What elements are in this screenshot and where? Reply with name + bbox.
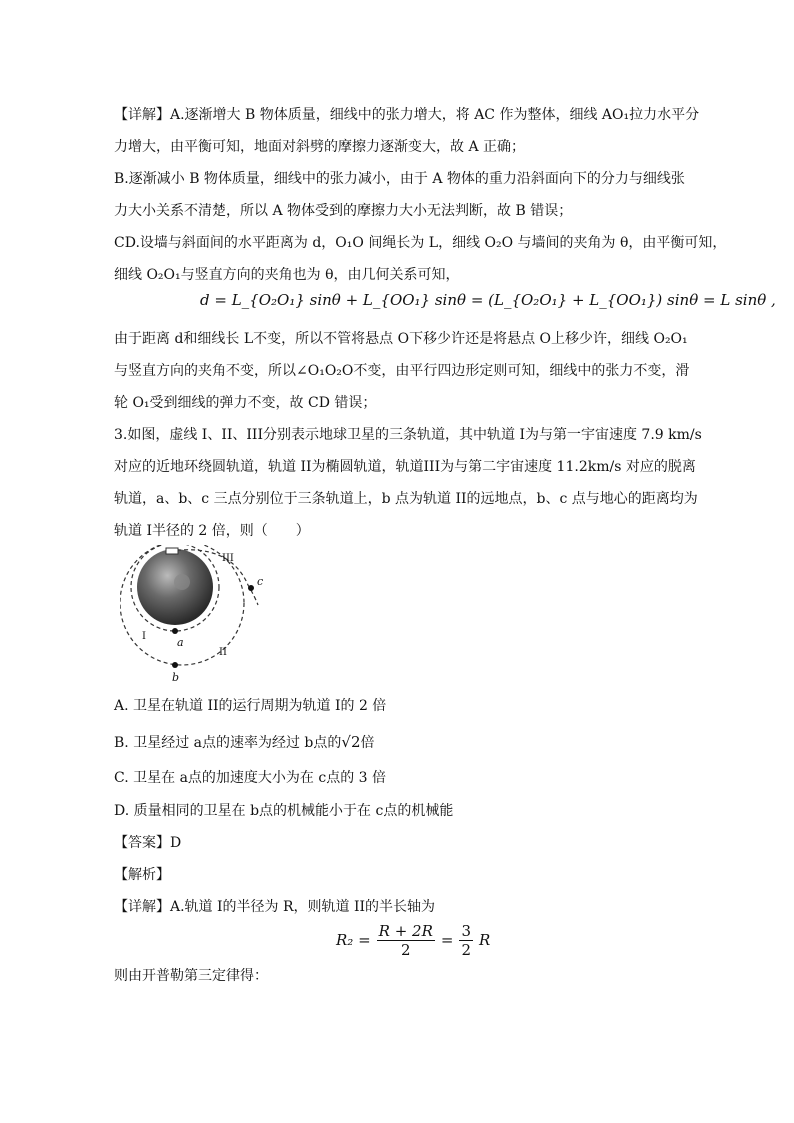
formula-r2-lhs: R₂ = — [336, 931, 371, 949]
detail-cd-line2: 细线 O₂O₁与竖直方向的夹角也为 θ，由几何关系可知， — [114, 267, 460, 283]
orbit-figure — [120, 545, 270, 685]
point-b — [172, 662, 178, 668]
formula-distance: d = L_{O₂O₁} sinθ + L_{OO₁} sinθ = (L_{O₂O₁} + L_{OO₁}) sinθ = L sinθ , — [200, 291, 776, 309]
detail-a-line2: 力增大，由平衡可知，地面对斜劈的摩擦力逐渐变大，故 A 正确； — [114, 139, 526, 155]
option-b-suffix: 倍 — [360, 735, 375, 751]
detail-cd-line3: 由于距离 d和细线长 L不变，所以不管将悬点 O下移少许还是将悬点 O上移少许，细线 O₂O₁ — [114, 331, 688, 347]
formula-r2-fraction2 — [459, 922, 473, 959]
option-d: D. 质量相同的卫星在 b点的机械能小于在 c点的机械能 — [114, 803, 454, 819]
question3-line4: 轨道 I半径的 2 倍，则（ ） — [114, 523, 310, 539]
option-a: A. 卫星在轨道 II的运行周期为轨道 I的 2 倍 — [114, 698, 387, 714]
detail-b-line1: B.逐渐减小 B 物体质量，细线中的张力减小，由于 A 物体的重力沿斜面向下的分力与细线张 — [114, 171, 685, 187]
formula-r2-equals: = — [440, 931, 454, 949]
earth-globe — [137, 549, 213, 625]
detail-cd-line1: CD.设墙与斜面间的水平距离为 d，O₁O 间绳长为 L，细线 O₂O 与墙间的夹角为 θ，由平衡可知， — [114, 235, 727, 251]
answer: 【答案】D — [114, 835, 182, 851]
formula-r2-frac-num: 3 — [461, 921, 472, 940]
option-c: C. 卫星在 a点的加速度大小为在 c点的 3 倍 — [114, 770, 387, 786]
earth-highlight — [174, 574, 190, 590]
label-b: b — [172, 671, 180, 684]
kepler-line: 则由开普勒第三定律得： — [114, 968, 268, 984]
label-a: a — [177, 636, 184, 649]
question3-line1: 3.如图，虚线 I、II、III分别表示地球卫星的三条轨道，其中轨道 I为与第一宇宙速度 7.9 km/s — [114, 427, 702, 443]
satellite-icon — [166, 548, 178, 554]
formula-r2-den: 2 — [401, 940, 411, 959]
formula-r2 — [336, 918, 490, 962]
option-b-sqrt: √2 — [341, 733, 361, 751]
formula-r2-num: R + 2R — [378, 921, 433, 940]
detail-cd-line4: 与竖直方向的夹角不变，所以∠O₁O₂O不变，由平行四边形定则可知，细线中的张力不变，滑 — [114, 363, 690, 379]
analysis-heading: 【解析】 — [114, 867, 170, 883]
point-a — [172, 628, 178, 634]
formula-r2-tail: R — [479, 931, 491, 949]
label-c: c — [257, 575, 264, 588]
question3-line3: 轨道，a、b、c 三点分别位于三条轨道上，b 点为轨道 II的远地点，b、c 点与地心的距离均为 — [114, 491, 698, 507]
label-orbit-iii: III — [222, 553, 234, 564]
detail-cd-line5: 轮 O₁受到细线的弹力不变，故 CD 错误； — [114, 395, 377, 411]
question3-line2: 对应的近地环绕圆轨道，轨道 II为椭圆轨道，轨道III为与第二宇宙速度 11.2km/s 对应的脱离 — [114, 459, 696, 475]
point-c — [248, 585, 254, 591]
option-b-text: B. 卫星经过 a点的速率为经过 b点的 — [114, 735, 342, 751]
formula-r2-frac-den: 2 — [461, 940, 472, 959]
option-b — [114, 732, 375, 753]
label-orbit-i: I — [142, 631, 146, 642]
detail-b-line2: 力大小关系不清楚，所以 A 物体受到的摩擦力大小无法判断，故 B 错误； — [114, 203, 573, 219]
detail-a-line1: 【详解】A.逐渐增大 B 物体质量，细线中的张力增大，将 AC 作为整体，细线 AO₁拉力水平分 — [114, 107, 700, 123]
detail-3a: 【详解】A.轨道 I的半径为 R，则轨道 II的半长轴为 — [114, 899, 436, 915]
label-orbit-ii: II — [219, 647, 227, 658]
formula-r2-fraction1 — [377, 922, 435, 959]
